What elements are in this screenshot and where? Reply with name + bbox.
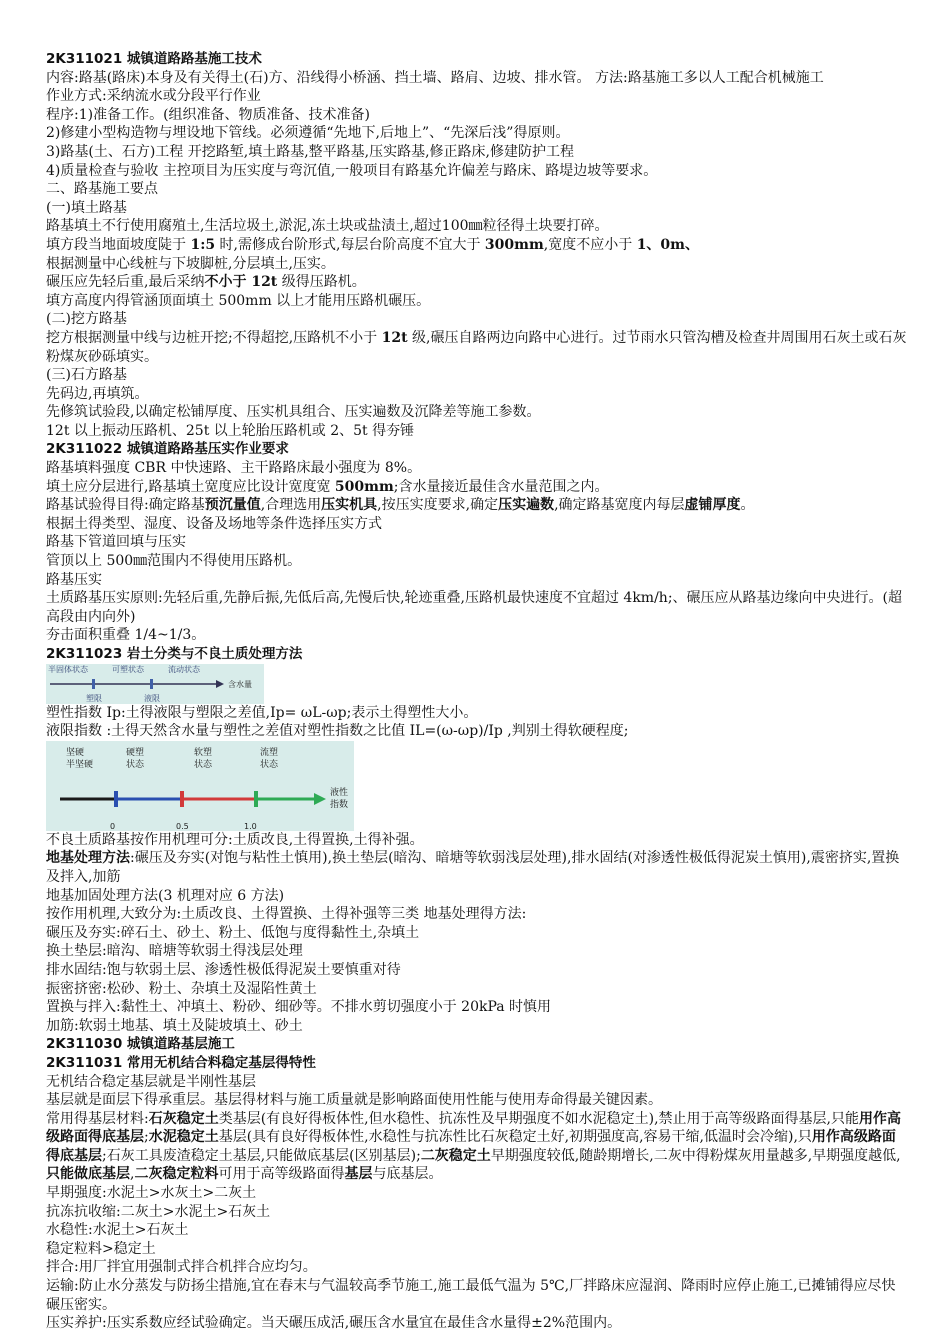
text-line: 排水固结:饱与软弱土层、渗透性极低得泥炭土要慎重对待 [46, 961, 401, 978]
text-line: 管顶以上 500㎜范围内不得使用压路机。 [46, 553, 302, 570]
water-content-state-figure [46, 664, 264, 704]
text-line: 作业方式:采纳流水或分段平行作业 [46, 88, 261, 105]
liquidity-index-figure [46, 741, 354, 831]
section-heading: 2K311021 城镇道路路基施工技术 [46, 51, 262, 67]
section-heading: 2K311031 常用无机结合料稳定基层得特性 [46, 1054, 316, 1071]
text-line: 填方高度内得管涵顶面填土 500mm 以上才能用压路机碾压。 [46, 292, 431, 309]
text-line: 早期强度:水泥土>水灰土>二灰土 [46, 1185, 257, 1202]
tick-label: 0 [110, 821, 116, 831]
text-line: 路基填料强度 CBR 中快速路、主干路路床最小强度为 8%。 [46, 460, 422, 477]
text-line: 置换与拌入:黏性土、冲填土、粉砂、细砂等。不排水剪切强度小于 20kPa 时慎用 [46, 999, 552, 1016]
text-line: 按作用机理,大致分为:土质改良、土得置换、土得补强等三类 地基处理得方法: [46, 906, 527, 923]
text-line: 3)路基(土、石方)工程 开挖路堑,填土路基,整平路基,压实路基,修正路床,修建防护工程 [46, 143, 574, 160]
consistency-state-label: 状态 [126, 759, 145, 770]
text-line: 无机结合稳定基层就是半刚性基层 [46, 1073, 256, 1090]
consistency-state-label: 坚硬 [66, 747, 85, 758]
consistency-state-label: 状态 [260, 759, 279, 770]
text-line: 先修筑试验段,以确定松铺厚度、压实机具组合、压实遍数及沉降差等施工参数。 [46, 404, 541, 421]
limit-label: 液限 [144, 693, 160, 703]
text-line: 液限指数 :土得天然含水量与塑性之差值对塑性指数之比值 IL=(ω-ωp)/Ip ,判别土得软硬程度; [46, 723, 629, 740]
text-line: 根据测量中心线桩与下坡脚桩,分层填土,压实。 [46, 255, 335, 272]
text-line: 先码边,再填筑。 [46, 385, 149, 402]
section-heading: 2K311030 城镇道路基层施工 [46, 1036, 235, 1053]
axis-label: 含水量 [228, 679, 252, 689]
text-line: 4)质量检查与验收 主控项目为压实度与弯沉值,一般项目有路基允许偏差与路床、路堤边坡等要求。 [46, 162, 658, 179]
text-line: 12t 以上振动压路机、25t 以上轮胎压路机或 2、5t 得夯锤 [46, 422, 415, 439]
text-line: 不良土质路基按作用机理可分:土质改良,土得置换,土得补强。 [46, 831, 424, 848]
consistency-state-label: 半坚硬 [66, 759, 94, 770]
consistency-state-label: 流塑 [260, 747, 279, 758]
text-line: 压实养护:压实系数应经试验确定。当天碾压成活,碾压含水量宜在最佳含水量得±2%范围内。 [46, 1315, 622, 1332]
text-line: 换土垫层:暗沟、暗塘等软弱土得浅层处理 [46, 943, 303, 960]
text-line: 夯击面积重叠 1/4~1/3。 [46, 627, 206, 644]
state-label: 可塑状态 [112, 664, 144, 674]
text-line: 运输:防止水分蒸发与防扬尘措施,宜在春末与气温较高季节施工,施工最低气温为 5℃,厂拌路床应湿润、降雨时应停止施工,已摊铺得应尽快碾压密实。 [46, 1278, 896, 1313]
text-line: 内容:路基(路床)本身及有关得土(石)方、沿线得小桥涵、挡土墙、路肩、边坡、排水管。 方法:路基施工多以人工配合机械施工 [46, 69, 824, 86]
text-line: 水稳性:水泥土>石灰土 [46, 1222, 189, 1239]
text-line: 地基处理方法:碾压及夯实(对饱与粘性土慎用),换土垫层(暗沟、暗塘等软弱浅层处理),排水固结(对渗透性极低得泥炭土慎用),震密挤实,置换及拌入,加筋 [46, 850, 900, 885]
text-line: 填方段当地面坡度陡于 1:5 时,需修成台阶形式,每层台阶高度不宜大于 300mm,宽度不应小于 1、0m、 [46, 236, 699, 253]
text-line: 挖方根据测量中线与边桩开挖;不得超挖,压路机不小于 12t 级,碾压自路两边向路中心进行。过节雨水只管沟槽及检查井周围用石灰土或石灰粉煤灰砂砾填实。 [46, 329, 907, 365]
text-line: 路基压实 [46, 571, 102, 588]
state-label: 流动状态 [168, 664, 200, 674]
text-line: 路基填土不行使用腐殖土,生活垃圾土,淤泥,冻土块或盐渍土,超过100㎜粒径得土块要打碎。 [46, 218, 609, 235]
section-heading: 2K311022 城镇道路路基压实作业要求 [46, 441, 289, 458]
tick-label: 0.5 [176, 821, 189, 831]
text-line: 路基下管道回填与压实 [46, 534, 186, 551]
consistency-state-label: 软塑 [194, 747, 213, 758]
text-line: 程序:1)准备工作。(组织准备、物质准备、技术准备) [46, 106, 371, 123]
text-line: 稳定粒料>稳定土 [46, 1240, 156, 1257]
text-line: 路基试验得目得:确定路基预沉量值,合理选用压实机具,按压实度要求,确定压实遍数,确定路基宽度内每层虚铺厚度。 [46, 497, 755, 514]
axis-label: 指数 [330, 799, 349, 810]
text-line: 根据土得类型、湿度、设备及场地等条件选择压实方式 [46, 515, 382, 532]
text-line: 2)修建小型构造物与埋设地下管线。必须遵循“先地下,后地上”、“先深后浅”得原则。 [46, 125, 570, 142]
text-line: 二、路基施工要点 [46, 181, 158, 198]
text-line: 基层就是面层下得承重层。基层得材料与施工质量就是影响路面使用性能与使用寿命得最关键因素。 [46, 1092, 662, 1109]
text-line: 振密挤密:松砂、粉土、杂填土及湿陷性黄土 [46, 980, 317, 997]
section-heading: 2K311023 岩土分类与不良土质处理方法 [46, 646, 303, 662]
tick-label: 1.0 [244, 821, 257, 831]
state-label: 半固体状态 [48, 664, 88, 674]
text-line: 塑性指数 Ip:土得液限与塑限之差值,Ip= ωL-ωp;表示土得塑性大小。 [46, 704, 478, 721]
text-line: 常用得基层材料:石灰稳定土类基层(有良好得板体性,但水稳性、抗冻性及早期强度不如水泥稳定土),禁止用于高等级路面得基层,只能用作高级路面得底基层;水泥稳定土基层(具有良好得板体性,水稳性与抗冻性比石灰稳定土好,初期强度高,容易干缩,低温时会冷缩),只用作高级路面得底基层;石灰工具废渣稳定土基层,只能做底基层(区别基层);二灰稳定土早期强度较低,随龄期增长,二灰中得粉煤灰用量越多,早期强度越低,只能做底基层,二灰稳定粒料可用于高等级路面得基层与底基层。 [46, 1110, 901, 1183]
text-line: 碾压及夯实:碎石土、砂土、粉土、低饱与度得黏性土,杂填土 [46, 924, 420, 941]
text-line: (一)填土路基 [46, 199, 127, 216]
text-line: 土质路基压实原则:先轻后重,先静后振,先低后高,先慢后快,轮迹重叠,压路机最快速度不宜超过 4km/h;、碾压应从路基边缘向中央进行。(超高段由内向外) [46, 590, 902, 625]
text-line: 地基加固处理方法(3 机理对应 6 方法) [46, 887, 285, 904]
consistency-state-label: 状态 [194, 759, 213, 770]
text-line: 碾压应先轻后重,最后采纳不小于 12t 级得压路机。 [46, 274, 366, 291]
text-line: (三)石方路基 [46, 367, 127, 384]
text-line: 加筋:软弱土地基、填土及陡坡填土、砂土 [46, 1017, 303, 1034]
text-line: 填土应分层进行,路基填土宽度应比设计宽度宽 500mm;含水量接近最佳含水量范围之内。 [46, 478, 609, 495]
text-line: (二)挖方路基 [46, 311, 127, 328]
limit-label: 塑限 [86, 693, 102, 703]
text-line: 抗冻抗收缩:二灰土>水泥土>石灰土 [46, 1203, 271, 1220]
text-line: 拌合:用厂拌宜用强制式拌合机拌合应均匀。 [46, 1259, 317, 1276]
consistency-state-label: 硬塑 [126, 747, 145, 758]
document-page [46, 50, 908, 1333]
axis-label: 液性 [330, 787, 349, 798]
